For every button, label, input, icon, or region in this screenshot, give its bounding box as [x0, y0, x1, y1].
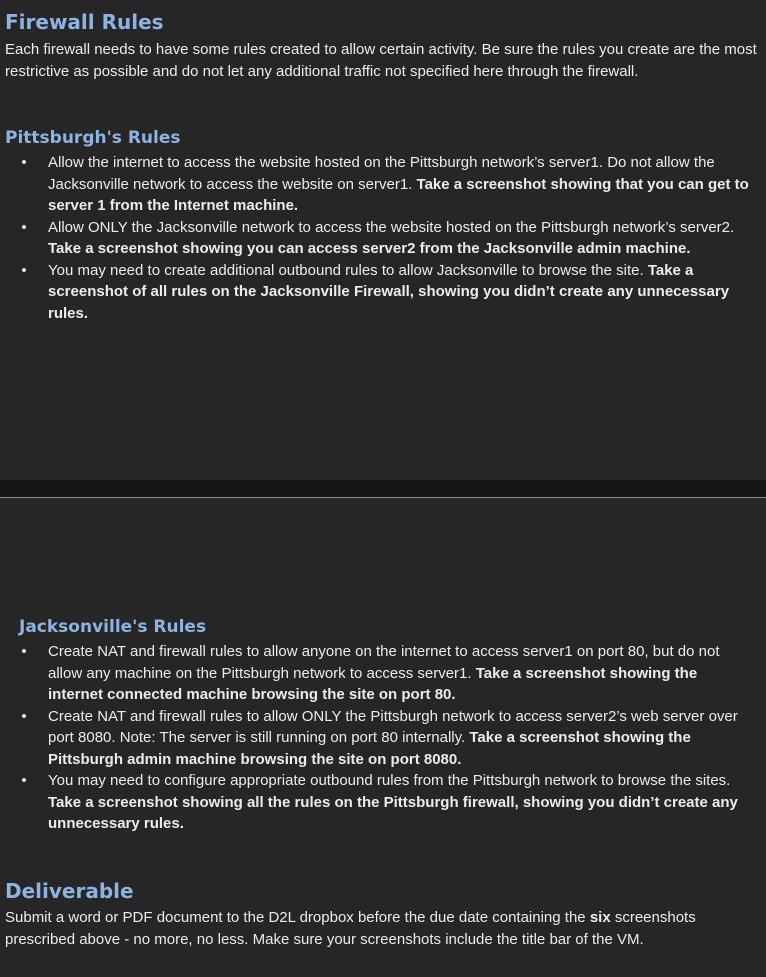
page-title: Firewall Rules: [5, 10, 164, 34]
rule-text: You may need to create additional outbound rules to allow Jacksonville to browse the site.: [48, 261, 648, 279]
jacksonville-heading: Jacksonville's Rules: [19, 617, 207, 637]
rule-instruction: Take a screenshot showing the Pittsburgh admin machine browsing the site on port 8080.: [48, 729, 691, 768]
jacksonville-rules-list: [0, 641, 756, 835]
bullet-icon: •: [21, 261, 27, 279]
pittsburgh-heading: Pittsburgh's Rules: [5, 128, 181, 148]
rule-text: Create NAT and firewall rules to allow ONLY the Pittsburgh network to access server2’s web server over port 8080. Note: The server is still running on port 80 internally.: [48, 707, 738, 746]
bullet-icon: •: [21, 643, 27, 660]
bullet-icon: •: [21, 772, 27, 789]
rule-instruction: Take a screenshot of all rules on the Jacksonville Firewall, showing you didn’t create any unnecessary rules.: [48, 261, 730, 322]
rule-instruction: Take a screenshot showing you can access server2 from the Jacksonville admin machine.: [48, 240, 691, 257]
deliverable-text-start: Submit a word or PDF document to the D2L dropbox before the due date containing the: [5, 909, 590, 926]
list-item: [0, 260, 756, 325]
pittsburgh-rules-list: [0, 152, 756, 324]
rule-instruction: Take a screenshot showing all the rules on the Pittsburgh firewall, showing you didn’t create any unnecessary rules.: [48, 793, 738, 832]
deliverable-count: six: [589, 909, 611, 926]
list-item: [0, 641, 756, 706]
intro-paragraph: Each firewall needs to have some rules created to allow certain activity. Be sure the rules you create are the most restrictive as possible and do not let any additional traffic not specified here through the firewall.: [5, 41, 757, 80]
list-item: [0, 770, 756, 835]
bullet-icon: •: [21, 218, 27, 236]
rule-text: You may need to configure appropriate outbound rules from the Pittsburgh network to browse the sites.: [48, 772, 731, 789]
list-item: [0, 217, 756, 260]
rule-text: Create NAT and firewall rules to allow anyone on the internet to access server1 on port 80, but do not allow any machine on the Pittsburgh network to access server1.: [48, 643, 720, 682]
deliverable-paragraph: [5, 907, 761, 950]
list-item: [0, 152, 756, 217]
deliverable-heading: Deliverable: [5, 879, 134, 903]
page-break-band: [0, 480, 766, 498]
bullet-icon: •: [21, 154, 27, 171]
deliverable-text-end: screenshots prescribed above - no more, no less. Make sure your screenshots include the title bar of the VM.: [5, 909, 696, 948]
rule-text: Allow ONLY the Jacksonville network to access the website hosted on the Pittsburgh network’s server2.: [48, 218, 735, 236]
rule-text: Allow the internet to access the website hosted on the Pittsburgh network’s server1. Do not allow the Jacksonville network to access the website on server1.: [48, 154, 715, 193]
rule-instruction: Take a screenshot showing the internet connected machine browsing the site on port 80.: [48, 664, 698, 703]
rule-instruction: Take a screenshot showing that you can get to server 1 from the Internet machine.: [48, 175, 749, 214]
bullet-icon: •: [21, 707, 27, 725]
list-item: [0, 706, 756, 771]
page-break-divider: [0, 497, 766, 498]
